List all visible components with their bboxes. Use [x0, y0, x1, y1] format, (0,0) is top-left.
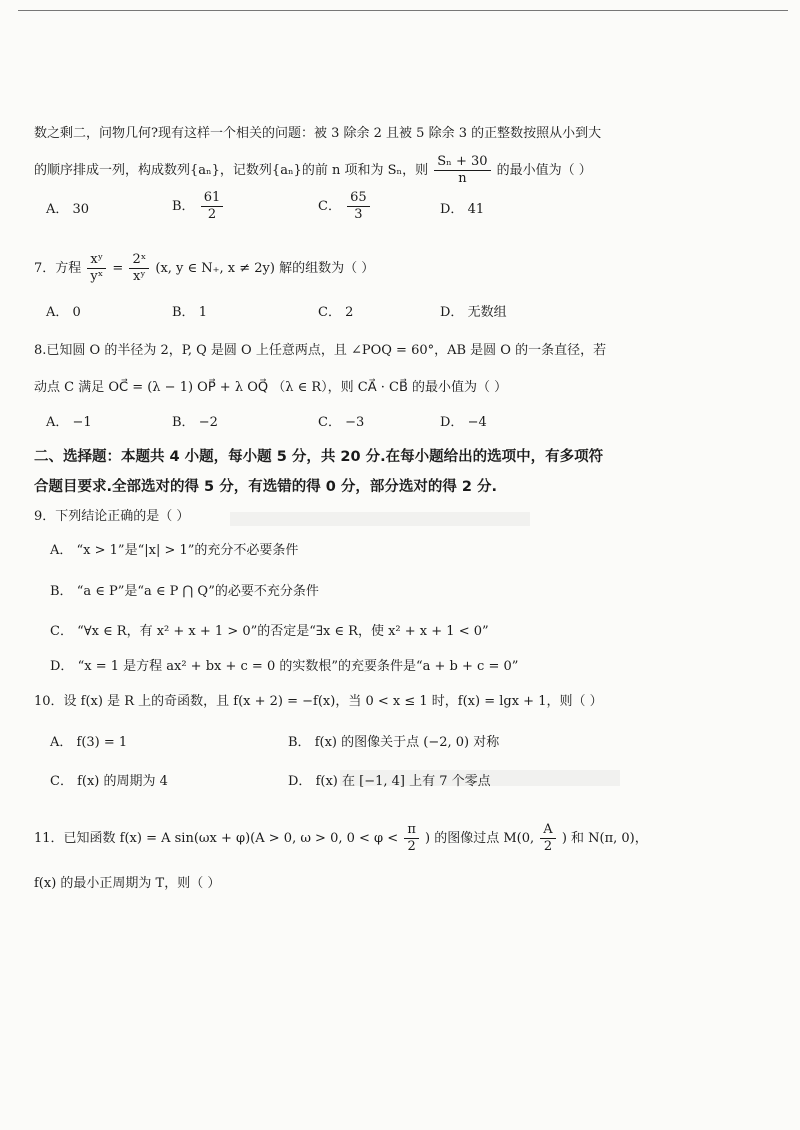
frac-den: yˣ: [90, 269, 104, 284]
option-label: D．: [440, 305, 464, 320]
option-label: B．: [50, 584, 73, 599]
frac-num: 2ˣ: [129, 252, 149, 269]
q11-stem: [34, 822, 648, 855]
q10-option-d: [288, 772, 491, 792]
q6-line2-b: 的最小值为（ ）: [496, 163, 592, 178]
option-label: D．: [440, 202, 464, 217]
option-value: 1: [198, 305, 207, 320]
option-label: C．: [50, 774, 73, 789]
q11-line2: f(x) 的最小正周期为 T，则（ ）: [34, 876, 221, 891]
option-label: B．: [288, 735, 311, 750]
q8-option-c: [318, 413, 364, 433]
option-label: A．: [46, 202, 69, 217]
frac-den: xʸ: [132, 269, 146, 284]
q11-tail: ) 和 N(π, 0)，: [561, 831, 648, 846]
frac-den: 2: [407, 839, 416, 854]
q10-option-c: [50, 772, 168, 792]
q6-option-d: [440, 200, 484, 220]
option-value: f(x) 的周期为 4: [77, 774, 168, 789]
option-value: 无数组: [467, 305, 507, 320]
frac-num: π: [404, 822, 419, 839]
option-label: D．: [50, 659, 74, 674]
option-label: B．: [172, 415, 195, 430]
q11-phi-fraction: [404, 822, 419, 855]
option-label: C．: [318, 199, 341, 214]
scan-smudge: [230, 512, 530, 526]
option-label: B．: [172, 199, 195, 214]
option-value: −1: [72, 415, 92, 430]
frac-den: 3: [354, 207, 363, 222]
q10-option-a: [50, 733, 127, 753]
section2-heading-line2: 合题目要求.全部选对的得 5 分，有选错的得 0 分，部分选对的得 2 分.: [34, 479, 498, 495]
q6-option-b: [172, 190, 225, 223]
q7-fraction-1: [87, 252, 106, 285]
q8-option-d: [440, 413, 487, 433]
q7-stem: [34, 252, 374, 285]
frac-num: xʸ: [87, 252, 106, 269]
option-label: C．: [318, 415, 341, 430]
q10-stem: 10．设 f(x) 是 R 上的奇函数，且 f(x + 2) = −f(x)，当 0 < x ≤ 1 时，f(x) = lgx + 1，则（ ）: [34, 694, 603, 709]
option-label: B．: [172, 305, 195, 320]
q7-option-c: [318, 303, 353, 323]
q8-line2: 动点 C 满足 OC⃗ = (λ − 1) OP⃗ + λ OQ⃗ （λ ∈ R），则 CA⃗ · CB⃗ 的最小值为（ ）: [34, 380, 508, 395]
q10-option-b: [288, 733, 499, 753]
option-label: D．: [440, 415, 464, 430]
q6-option-b-fraction: [201, 190, 224, 223]
q9-option-c: [50, 622, 489, 642]
q9-option-b: [50, 582, 319, 602]
top-rule: [18, 10, 788, 11]
option-label: A．: [50, 543, 73, 558]
option-value: 30: [72, 202, 90, 217]
q9-option-d: [50, 657, 518, 677]
q11-m-fraction: [540, 822, 555, 855]
frac-den: 2: [543, 839, 553, 854]
q7-option-d: [440, 303, 507, 323]
q6-line2-a: 的顺序排成一列，构成数列{aₙ}，记数列{aₙ}的前 n 项和为 Sₙ，则: [34, 163, 429, 178]
option-value: “∀x ∈ R，有 x² + x + 1 > 0”的否定是“∃x ∈ R，使 x² + x + 1 < 0”: [77, 624, 489, 639]
q7-option-b: [172, 303, 207, 323]
section2-heading-line1: 二、选择题：本题共 4 小题，每小题 5 分，共 20 分.在每小题给出的选项中，有多项符: [34, 449, 604, 465]
option-value: −2: [198, 415, 218, 430]
q8-line1: 8.已知圆 O 的半径为 2，P, Q 是圆 O 上任意两点，且 ∠POQ = 60°，AB 是圆 O 的一条直径，若: [34, 343, 607, 358]
q8-option-b: [172, 413, 218, 433]
q7-lead: 7．方程: [34, 261, 82, 276]
q7-condition: (x, y ∈ N₊, x ≠ 2y) 解的组数为（ ）: [155, 261, 375, 276]
q7-option-a: [46, 303, 81, 323]
frac-num: A: [540, 822, 555, 839]
q8-option-a: [46, 413, 92, 433]
q6-option-c: [318, 190, 372, 223]
q11-mid: ) 的图像过点 M(0,: [425, 831, 535, 846]
q6-option-a: [46, 200, 89, 220]
frac-num: 61: [201, 190, 224, 207]
frac-num: 65: [347, 190, 370, 207]
frac-den: 2: [207, 207, 217, 222]
q6-frac-den: n: [458, 171, 467, 186]
q6-fraction: [434, 154, 490, 187]
option-label: D．: [288, 774, 312, 789]
option-value: f(x) 的图像关于点 (−2, 0) 对称: [314, 735, 500, 750]
option-label: C．: [318, 305, 341, 320]
option-label: A．: [46, 415, 69, 430]
option-value: 0: [72, 305, 81, 320]
q11-lead: 11．已知函数 f(x) = A sin(ωx + φ)(A > 0, ω > 0, 0 < φ <: [34, 831, 399, 846]
q9-stem: 9．下列结论正确的是（ ）: [34, 509, 190, 524]
option-value: f(x) 在 [−1, 4] 上有 7 个零点: [315, 774, 491, 789]
option-value: “x = 1 是方程 ax² + bx + c = 0 的实数根”的充要条件是“a + b + c = 0”: [77, 659, 519, 674]
q6-option-c-fraction: [347, 190, 370, 223]
q6-line2: [34, 154, 592, 187]
option-value: 2: [345, 305, 354, 320]
q7-fraction-2: [129, 252, 149, 285]
option-value: −4: [467, 415, 487, 430]
q6-frac-num: Sₙ + 30: [434, 154, 490, 171]
option-label: A．: [46, 305, 69, 320]
option-value: f(3) = 1: [76, 735, 128, 750]
option-value: −3: [345, 415, 365, 430]
q7-equals: =: [112, 261, 124, 276]
option-value: “x > 1”是“|x| > 1”的充分不必要条件: [76, 543, 299, 558]
option-label: A．: [50, 735, 73, 750]
option-label: C．: [50, 624, 73, 639]
option-value: “a ∈ P”是“a ∈ P ⋂ Q”的必要不充分条件: [76, 584, 319, 599]
q6-line1: 数之剩二，问物几何?现有这样一个相关的问题：被 3 除余 2 且被 5 除余 3 的正整数按照从小到大: [34, 126, 602, 141]
option-value: 41: [467, 202, 485, 217]
q9-option-a: [50, 541, 298, 561]
